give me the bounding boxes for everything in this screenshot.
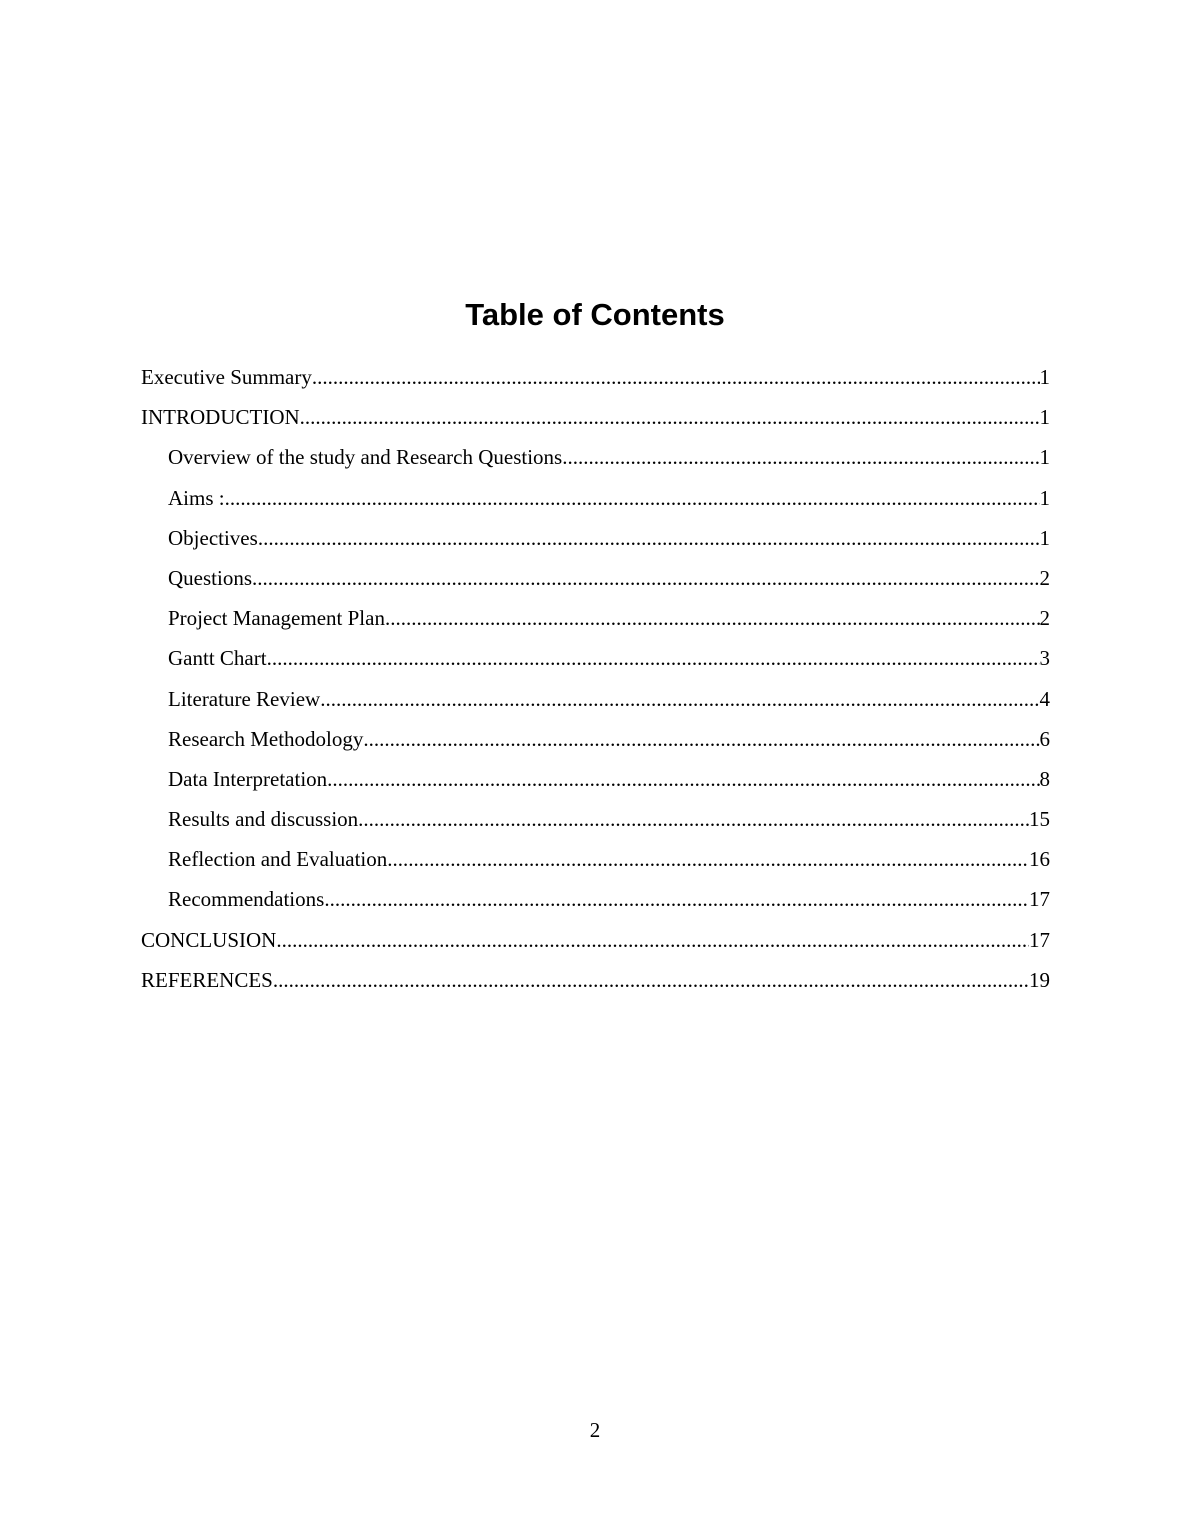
toc-entry-questions[interactable] bbox=[141, 558, 1050, 598]
toc-dot-leader bbox=[273, 960, 1029, 1000]
toc-entry-recommendations[interactable] bbox=[141, 879, 1050, 919]
page-title: Table of Contents bbox=[465, 297, 725, 332]
toc-entry-page: 8 bbox=[1039, 766, 1050, 791]
toc-dot-leader bbox=[327, 759, 1039, 799]
toc-dot-leader bbox=[320, 679, 1039, 719]
toc-entry-references[interactable] bbox=[141, 960, 1050, 1000]
toc-entry-data-interpretation[interactable] bbox=[141, 759, 1050, 799]
toc-dot-leader bbox=[258, 518, 1040, 558]
toc-entry-overview[interactable] bbox=[141, 437, 1050, 477]
toc-entry-label: INTRODUCTION bbox=[141, 405, 300, 430]
toc-entry-label: Literature Review bbox=[168, 686, 321, 711]
toc-entry-introduction[interactable] bbox=[141, 397, 1050, 437]
toc-dot-leader bbox=[225, 478, 1040, 518]
toc-entry-conclusion[interactable] bbox=[141, 920, 1050, 960]
toc-entry-executive-summary[interactable] bbox=[141, 357, 1050, 397]
toc-entry-label: Aims : bbox=[168, 485, 225, 510]
toc-dot-leader bbox=[324, 879, 1029, 919]
toc-dot-leader bbox=[312, 357, 1040, 397]
toc-entry-label: REFERENCES bbox=[141, 967, 273, 992]
toc-entry-label: CONCLUSION bbox=[141, 927, 277, 952]
toc-entry-results-and-discussion[interactable] bbox=[141, 799, 1050, 839]
toc-entry-page: 4 bbox=[1039, 686, 1050, 711]
toc-entry-gantt-chart[interactable] bbox=[141, 638, 1050, 678]
toc-entry-page: 15 bbox=[1029, 807, 1050, 832]
toc-entry-objectives[interactable] bbox=[141, 518, 1050, 558]
toc-entry-label: Research Methodology bbox=[168, 726, 364, 751]
toc-entry-page: 17 bbox=[1029, 887, 1050, 912]
toc-entry-page: 1 bbox=[1039, 525, 1050, 550]
toc-entry-page: 3 bbox=[1039, 646, 1050, 671]
toc-entry-label: Overview of the study and Research Questions bbox=[168, 445, 563, 470]
toc-entry-aims[interactable] bbox=[141, 478, 1050, 518]
toc-entry-page: 1 bbox=[1039, 365, 1050, 389]
toc-entry-label: Data Interpretation bbox=[168, 766, 328, 791]
toc-dot-leader bbox=[358, 799, 1029, 839]
toc-entry-page: 2 bbox=[1039, 565, 1050, 590]
toc-entry-page: 2 bbox=[1039, 606, 1050, 631]
toc-entry-page: 19 bbox=[1029, 967, 1050, 992]
toc-entry-label: Executive Summary bbox=[141, 365, 312, 389]
toc-entry-label: Gantt Chart bbox=[168, 646, 267, 671]
toc-dot-leader bbox=[387, 839, 1029, 879]
toc-dot-leader bbox=[267, 638, 1040, 678]
toc-dot-leader bbox=[562, 437, 1039, 477]
toc-dot-leader bbox=[300, 397, 1040, 437]
toc-entry-page: 1 bbox=[1039, 405, 1050, 430]
toc-entry-page: 1 bbox=[1039, 485, 1050, 510]
toc-dot-leader bbox=[276, 920, 1029, 960]
toc-list bbox=[141, 357, 1050, 1000]
toc-entry-page: 17 bbox=[1029, 927, 1050, 952]
toc-entry-label: Questions bbox=[168, 565, 252, 590]
toc-entry-label: Objectives bbox=[168, 525, 258, 550]
toc-entry-literature-review[interactable] bbox=[141, 679, 1050, 719]
toc-entry-page: 16 bbox=[1029, 847, 1050, 872]
toc-entry-page: 6 bbox=[1039, 726, 1050, 751]
toc-entry-reflection-and-evaluation[interactable] bbox=[141, 839, 1050, 879]
toc-entry-label: Recommendations bbox=[168, 887, 325, 912]
toc-entry-project-management-plan[interactable] bbox=[141, 598, 1050, 638]
toc-dot-leader bbox=[363, 719, 1039, 759]
toc-entry-page: 1 bbox=[1039, 445, 1050, 470]
page-number: 2 bbox=[589, 1418, 601, 1442]
toc-dot-leader bbox=[252, 558, 1040, 598]
toc-entry-research-methodology[interactable] bbox=[141, 719, 1050, 759]
toc-dot-leader bbox=[385, 598, 1040, 638]
toc-entry-label: Reflection and Evaluation bbox=[168, 847, 388, 872]
toc-entry-label: Project Management Plan bbox=[168, 606, 385, 631]
toc-entry-label: Results and discussion bbox=[168, 807, 359, 832]
